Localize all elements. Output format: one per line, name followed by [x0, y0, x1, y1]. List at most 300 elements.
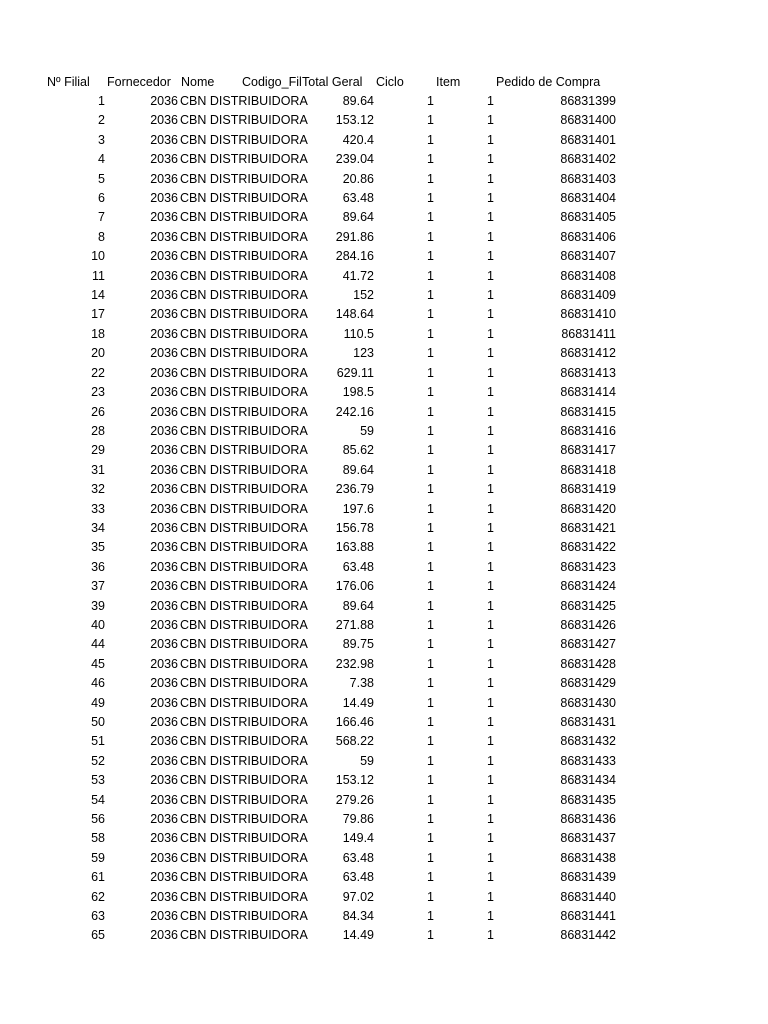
cell-item: 1 [487, 423, 494, 438]
cell-filial: 3 [98, 132, 105, 147]
cell-pedido: 86831442 [560, 928, 616, 943]
cell-total-geral: 166.46 [335, 715, 374, 729]
cell-pedido: 86831401 [560, 132, 616, 147]
cell-ciclo: 1 [427, 773, 434, 788]
cell-filial: 53 [91, 773, 105, 788]
cell-total-geral: 59 [360, 753, 374, 768]
cell-ciclo: 1 [427, 191, 434, 206]
cell-pedido: 86831428 [560, 656, 616, 671]
cell-total-geral: 110.5 [343, 326, 374, 341]
cell-fornecedor: 2036 [150, 850, 178, 865]
table-row [0, 674, 768, 693]
table-row [0, 150, 768, 169]
table-row [0, 208, 768, 227]
cell-ciclo: 1 [427, 637, 434, 652]
cell-ciclo: 1 [427, 423, 434, 438]
cell-item: 1 [487, 288, 494, 303]
cell-total-geral: 291.86 [335, 229, 374, 244]
cell-pedido: 86831420 [560, 501, 616, 516]
cell-fornecedor: 2036 [150, 423, 178, 438]
cell-total-geral: 197.6 [342, 501, 374, 516]
cell-item: 1 [487, 831, 494, 846]
cell-pedido: 86831438 [560, 850, 616, 865]
table-body [0, 92, 768, 946]
table-header [0, 73, 768, 91]
cell-fornecedor: 2036 [150, 520, 178, 535]
cell-pedido: 86831436 [560, 812, 616, 827]
cell-total-geral: 89.64 [342, 210, 374, 225]
cell-ciclo: 1 [427, 249, 434, 264]
table-row [0, 907, 768, 926]
cell-nome: CBN DISTRIBUIDORA [180, 773, 308, 788]
header-total-geral: Total Geral [302, 75, 363, 89]
cell-filial: 46 [91, 676, 105, 691]
cell-fornecedor: 2036 [150, 210, 178, 225]
cell-item: 1 [487, 229, 494, 244]
cell-fornecedor: 2036 [150, 443, 178, 458]
cell-ciclo: 1 [427, 715, 434, 729]
cell-nome: CBN DISTRIBUIDORA [180, 637, 308, 652]
cell-item: 1 [487, 249, 494, 264]
cell-pedido: 86831441 [560, 909, 616, 924]
cell-filial: 31 [91, 462, 105, 477]
table-row [0, 189, 768, 208]
table-row [0, 558, 768, 577]
cell-filial: 45 [91, 656, 105, 671]
cell-pedido: 86831412 [560, 346, 616, 361]
table-row [0, 344, 768, 363]
cell-item: 1 [487, 307, 494, 322]
cell-nome: CBN DISTRIBUIDORA [180, 210, 308, 225]
cell-pedido: 86831405 [560, 210, 616, 225]
cell-item: 1 [487, 812, 494, 827]
cell-ciclo: 1 [427, 171, 434, 186]
header-pedido: Pedido de Compra [496, 75, 601, 89]
cell-nome: CBN DISTRIBUIDORA [180, 579, 308, 594]
cell-pedido: 86831411 [561, 326, 616, 341]
cell-fornecedor: 2036 [150, 462, 178, 477]
cell-nome: CBN DISTRIBUIDORA [180, 423, 308, 438]
cell-filial: 52 [91, 753, 105, 768]
cell-fornecedor: 2036 [150, 715, 178, 729]
cell-ciclo: 1 [427, 695, 434, 710]
table-row [0, 694, 768, 713]
cell-pedido: 86831407 [560, 249, 616, 264]
cell-fornecedor: 2036 [150, 812, 178, 827]
cell-filial: 40 [91, 617, 105, 632]
cell-ciclo: 1 [427, 676, 434, 691]
table-row [0, 519, 768, 538]
table-row [0, 422, 768, 441]
cell-filial: 54 [91, 792, 105, 807]
cell-nome: CBN DISTRIBUIDORA [180, 520, 308, 535]
cell-fornecedor: 2036 [150, 132, 178, 147]
cell-filial: 17 [91, 307, 105, 322]
cell-item: 1 [487, 559, 494, 574]
cell-fornecedor: 2036 [150, 404, 178, 419]
cell-pedido: 86831400 [560, 113, 616, 128]
cell-fornecedor: 2036 [150, 676, 178, 691]
cell-ciclo: 1 [427, 501, 434, 516]
cell-total-geral: 284.16 [335, 249, 374, 264]
cell-filial: 36 [91, 559, 105, 574]
cell-fornecedor: 2036 [150, 365, 178, 380]
cell-fornecedor: 2036 [150, 870, 178, 885]
table-row [0, 325, 768, 344]
cell-nome: CBN DISTRIBUIDORA [180, 656, 308, 671]
cell-nome: CBN DISTRIBUIDORA [180, 676, 308, 691]
table-row [0, 247, 768, 266]
cell-nome: CBN DISTRIBUIDORA [180, 443, 308, 458]
table-row [0, 635, 768, 654]
cell-total-geral: 629.11 [336, 365, 374, 380]
cell-ciclo: 1 [427, 152, 434, 167]
cell-item: 1 [487, 520, 494, 535]
cell-ciclo: 1 [427, 559, 434, 574]
cell-total-geral: 89.64 [342, 94, 374, 108]
header-fornecedor: Fornecedor [107, 75, 171, 89]
table-row [0, 170, 768, 189]
cell-pedido: 86831424 [560, 579, 616, 594]
cell-filial: 20 [91, 346, 105, 361]
cell-item: 1 [487, 540, 494, 555]
cell-pedido: 86831404 [560, 191, 616, 206]
cell-ciclo: 1 [427, 850, 434, 865]
cell-nome: CBN DISTRIBUIDORA [180, 462, 308, 477]
cell-fornecedor: 2036 [150, 909, 178, 924]
table-row [0, 500, 768, 519]
cell-ciclo: 1 [427, 792, 434, 807]
cell-nome: CBN DISTRIBUIDORA [180, 909, 308, 924]
cell-ciclo: 1 [427, 870, 434, 885]
cell-item: 1 [487, 171, 494, 186]
cell-item: 1 [487, 191, 494, 206]
cell-fornecedor: 2036 [150, 792, 178, 807]
cell-pedido: 86831417 [560, 443, 616, 458]
cell-item: 1 [487, 753, 494, 768]
cell-ciclo: 1 [427, 540, 434, 555]
cell-total-geral: 568.22 [335, 734, 374, 749]
cell-filial: 65 [91, 928, 105, 943]
cell-item: 1 [487, 365, 494, 380]
cell-item: 1 [487, 94, 494, 108]
cell-item: 1 [487, 210, 494, 225]
cell-item: 1 [487, 268, 494, 283]
cell-ciclo: 1 [427, 734, 434, 749]
cell-fornecedor: 2036 [150, 637, 178, 652]
table-row [0, 305, 768, 324]
cell-item: 1 [487, 734, 494, 749]
cell-total-geral: 84.34 [342, 909, 374, 924]
cell-filial: 2 [98, 113, 105, 128]
cell-fornecedor: 2036 [150, 579, 178, 594]
table-row [0, 480, 768, 499]
cell-item: 1 [487, 579, 494, 594]
cell-fornecedor: 2036 [150, 598, 178, 613]
cell-filial: 62 [91, 889, 105, 904]
cell-total-geral: 63.48 [342, 870, 374, 885]
cell-pedido: 86831437 [560, 831, 616, 846]
table-row [0, 791, 768, 810]
cell-nome: CBN DISTRIBUIDORA [180, 695, 308, 710]
cell-pedido: 86831413 [560, 365, 616, 380]
cell-nome: CBN DISTRIBUIDORA [180, 870, 308, 885]
cell-total-geral: 7.38 [349, 676, 374, 691]
cell-total-geral: 41.72 [342, 268, 374, 283]
cell-total-geral: 123 [353, 346, 374, 361]
cell-total-geral: 14.49 [342, 928, 374, 943]
cell-ciclo: 1 [427, 229, 434, 244]
cell-filial: 22 [91, 365, 105, 380]
cell-pedido: 86831403 [560, 171, 616, 186]
cell-item: 1 [487, 637, 494, 652]
cell-total-geral: 239.04 [335, 152, 374, 167]
cell-nome: CBN DISTRIBUIDORA [180, 152, 308, 167]
table-row [0, 810, 768, 829]
cell-total-geral: 163.88 [335, 540, 374, 555]
cell-nome: CBN DISTRIBUIDORA [180, 113, 308, 128]
cell-fornecedor: 2036 [150, 94, 178, 108]
cell-filial: 8 [98, 229, 105, 244]
cell-fornecedor: 2036 [150, 559, 178, 574]
cell-nome: CBN DISTRIBUIDORA [180, 559, 308, 574]
cell-ciclo: 1 [427, 132, 434, 147]
cell-nome: CBN DISTRIBUIDORA [180, 540, 308, 555]
cell-filial: 28 [91, 423, 105, 438]
cell-ciclo: 1 [427, 909, 434, 924]
cell-ciclo: 1 [427, 365, 434, 380]
cell-filial: 33 [91, 501, 105, 516]
cell-item: 1 [487, 676, 494, 691]
cell-ciclo: 1 [427, 656, 434, 671]
cell-pedido: 86831435 [560, 792, 616, 807]
cell-ciclo: 1 [427, 579, 434, 594]
cell-item: 1 [487, 656, 494, 671]
cell-fornecedor: 2036 [150, 889, 178, 904]
cell-pedido: 86831410 [560, 307, 616, 322]
cell-total-geral: 149.4 [342, 831, 374, 846]
table-row [0, 597, 768, 616]
cell-fornecedor: 2036 [150, 773, 178, 788]
cell-total-geral: 153.12 [335, 773, 374, 788]
cell-filial: 61 [91, 870, 105, 885]
cell-nome: CBN DISTRIBUIDORA [180, 715, 308, 729]
cell-nome: CBN DISTRIBUIDORA [180, 831, 308, 846]
cell-total-geral: 89.75 [342, 637, 374, 652]
cell-item: 1 [487, 404, 494, 419]
cell-item: 1 [487, 870, 494, 885]
cell-total-geral: 279.26 [335, 792, 374, 807]
cell-item: 1 [487, 928, 494, 943]
cell-item: 1 [487, 695, 494, 710]
cell-nome: CBN DISTRIBUIDORA [180, 482, 308, 497]
cell-item: 1 [487, 152, 494, 167]
table-row [0, 771, 768, 790]
cell-item: 1 [487, 889, 494, 904]
cell-item: 1 [487, 909, 494, 924]
cell-item: 1 [487, 385, 494, 400]
header-ciclo: Ciclo [376, 75, 404, 89]
table-row [0, 538, 768, 557]
cell-item: 1 [487, 715, 494, 729]
table-row [0, 888, 768, 907]
cell-filial: 1 [98, 94, 105, 108]
cell-pedido: 86831430 [560, 695, 616, 710]
cell-total-geral: 89.64 [342, 462, 374, 477]
cell-ciclo: 1 [427, 617, 434, 632]
table-row [0, 713, 768, 732]
cell-fornecedor: 2036 [150, 928, 178, 943]
cell-total-geral: 156.78 [335, 520, 374, 535]
cell-pedido: 86831425 [560, 598, 616, 613]
cell-ciclo: 1 [427, 482, 434, 497]
cell-ciclo: 1 [427, 346, 434, 361]
cell-ciclo: 1 [427, 404, 434, 419]
cell-pedido: 86831432 [560, 734, 616, 749]
cell-total-geral: 420.4 [342, 132, 374, 147]
cell-item: 1 [487, 326, 494, 341]
cell-fornecedor: 2036 [150, 229, 178, 244]
cell-pedido: 86831415 [560, 404, 616, 419]
header-item: Item [436, 75, 461, 89]
header-codigo-fil: Codigo_Fil [242, 75, 302, 89]
cell-total-geral: 236.79 [335, 482, 374, 497]
cell-fornecedor: 2036 [150, 831, 178, 846]
cell-pedido: 86831422 [560, 540, 616, 555]
cell-fornecedor: 2036 [150, 171, 178, 186]
cell-ciclo: 1 [427, 889, 434, 904]
cell-nome: CBN DISTRIBUIDORA [180, 928, 308, 943]
cell-nome: CBN DISTRIBUIDORA [180, 132, 308, 147]
cell-filial: 6 [98, 191, 105, 206]
cell-pedido: 86831409 [560, 288, 616, 303]
cell-filial: 56 [91, 812, 105, 827]
cell-filial: 14 [91, 288, 105, 303]
cell-total-geral: 63.48 [342, 191, 374, 206]
cell-nome: CBN DISTRIBUIDORA [180, 288, 308, 303]
cell-total-geral: 271.88 [335, 617, 374, 632]
cell-filial: 29 [91, 443, 105, 458]
table-row [0, 732, 768, 751]
cell-fornecedor: 2036 [150, 385, 178, 400]
cell-ciclo: 1 [427, 753, 434, 768]
cell-total-geral: 97.02 [342, 889, 374, 904]
cell-pedido: 86831431 [560, 715, 616, 729]
cell-pedido: 86831408 [560, 268, 616, 283]
cell-item: 1 [487, 501, 494, 516]
cell-ciclo: 1 [427, 326, 434, 341]
cell-total-geral: 152 [353, 288, 374, 303]
cell-ciclo: 1 [427, 94, 434, 108]
cell-total-geral: 232.98 [335, 656, 374, 671]
table-row [0, 577, 768, 596]
cell-fornecedor: 2036 [150, 482, 178, 497]
cell-total-geral: 20.86 [342, 171, 374, 186]
cell-ciclo: 1 [427, 443, 434, 458]
cell-fornecedor: 2036 [150, 288, 178, 303]
cell-pedido: 86831440 [560, 889, 616, 904]
cell-filial: 32 [91, 482, 105, 497]
table-row [0, 829, 768, 848]
cell-fornecedor: 2036 [150, 307, 178, 322]
cell-nome: CBN DISTRIBUIDORA [180, 385, 308, 400]
cell-nome: CBN DISTRIBUIDORA [180, 307, 308, 322]
cell-ciclo: 1 [427, 307, 434, 322]
cell-pedido: 86831427 [560, 637, 616, 652]
table-row [0, 286, 768, 305]
cell-total-geral: 242.16 [335, 404, 374, 419]
cell-total-geral: 176.06 [335, 579, 374, 594]
cell-total-geral: 63.48 [342, 559, 374, 574]
header-filial: Nº Filial [47, 75, 90, 89]
cell-total-geral: 79.86 [342, 812, 374, 827]
cell-filial: 5 [98, 171, 105, 186]
cell-item: 1 [487, 132, 494, 147]
cell-filial: 34 [91, 520, 105, 535]
table-row [0, 461, 768, 480]
cell-pedido: 86831439 [560, 870, 616, 885]
cell-nome: CBN DISTRIBUIDORA [180, 191, 308, 206]
cell-fornecedor: 2036 [150, 656, 178, 671]
cell-ciclo: 1 [427, 928, 434, 943]
cell-nome: CBN DISTRIBUIDORA [180, 812, 308, 827]
cell-nome: CBN DISTRIBUIDORA [180, 792, 308, 807]
cell-ciclo: 1 [427, 812, 434, 827]
cell-filial: 10 [91, 249, 105, 264]
cell-ciclo: 1 [427, 268, 434, 283]
cell-ciclo: 1 [427, 462, 434, 477]
cell-fornecedor: 2036 [150, 326, 178, 341]
cell-fornecedor: 2036 [150, 113, 178, 128]
cell-pedido: 86831406 [560, 229, 616, 244]
cell-pedido: 86831414 [560, 385, 616, 400]
cell-nome: CBN DISTRIBUIDORA [180, 365, 308, 380]
cell-nome: CBN DISTRIBUIDORA [180, 268, 308, 283]
table-row [0, 849, 768, 868]
cell-total-geral: 198.5 [342, 385, 374, 400]
cell-filial: 7 [98, 210, 105, 225]
header-nome: Nome [181, 75, 215, 89]
cell-item: 1 [487, 113, 494, 128]
cell-filial: 4 [98, 152, 105, 167]
table-row [0, 383, 768, 402]
cell-nome: CBN DISTRIBUIDORA [180, 598, 308, 613]
cell-fornecedor: 2036 [150, 617, 178, 632]
cell-item: 1 [487, 617, 494, 632]
table-row [0, 868, 768, 887]
cell-nome: CBN DISTRIBUIDORA [180, 404, 308, 419]
cell-nome: CBN DISTRIBUIDORA [180, 171, 308, 186]
cell-item: 1 [487, 792, 494, 807]
cell-nome: CBN DISTRIBUIDORA [180, 229, 308, 244]
table-row [0, 655, 768, 674]
cell-item: 1 [487, 462, 494, 477]
cell-filial: 35 [91, 540, 105, 555]
table-row [0, 131, 768, 150]
cell-pedido: 86831419 [560, 482, 616, 497]
cell-total-geral: 153.12 [335, 113, 374, 128]
cell-nome: CBN DISTRIBUIDORA [180, 850, 308, 865]
cell-fornecedor: 2036 [150, 191, 178, 206]
cell-filial: 39 [91, 598, 105, 613]
cell-item: 1 [487, 346, 494, 361]
cell-fornecedor: 2036 [150, 753, 178, 768]
cell-filial: 49 [91, 695, 105, 710]
table-row [0, 267, 768, 286]
cell-nome: CBN DISTRIBUIDORA [180, 501, 308, 516]
cell-filial: 26 [91, 404, 105, 419]
table-row [0, 441, 768, 460]
